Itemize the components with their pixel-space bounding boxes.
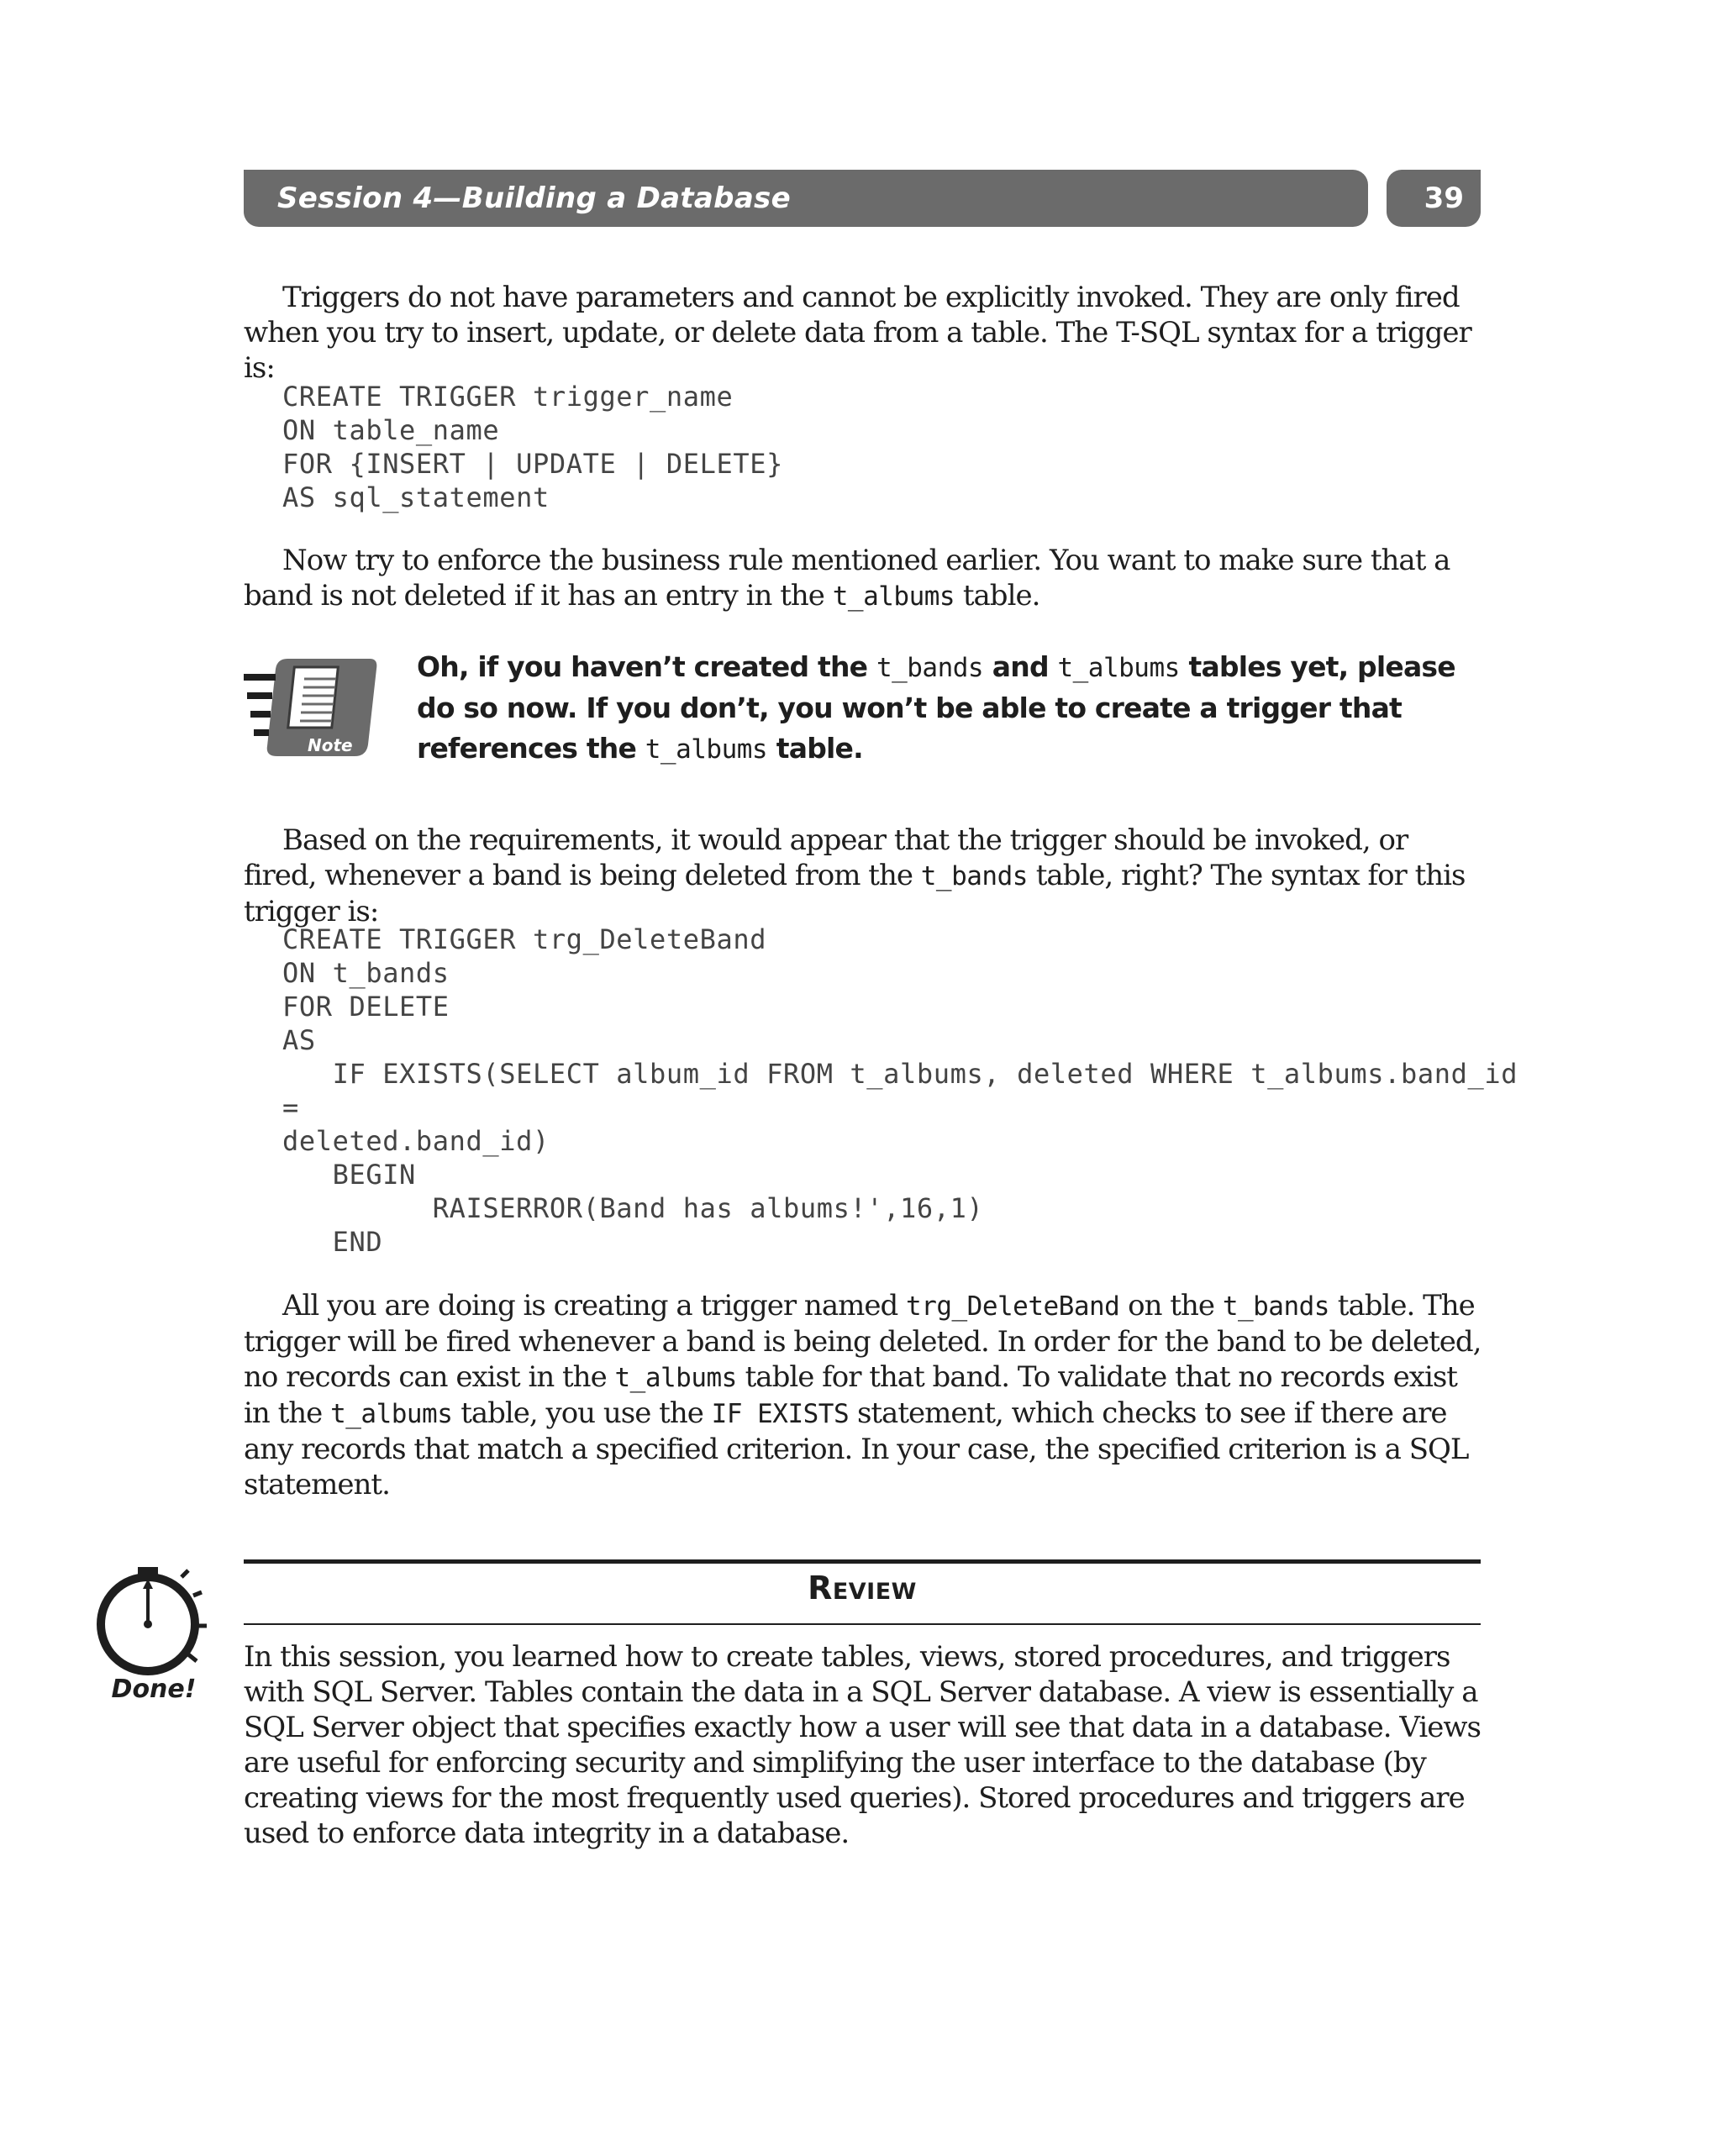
inline-code: t_albums (330, 1399, 453, 1429)
note-text-part: table. (767, 732, 863, 765)
done-label: Done! (111, 1675, 197, 1704)
inline-code: IF EXISTS (711, 1399, 850, 1429)
inline-code: t_albums (1057, 653, 1180, 683)
explanation-paragraph (244, 1288, 1483, 1502)
note-label: Note (308, 735, 353, 755)
para-text: table for that band. To validate that no records exist in the (244, 1360, 1457, 1430)
para-text: table. (955, 579, 1040, 613)
note-text-part: tables yet, please do so now. If you don’t, you won’t be able to create a trigger that references the (417, 650, 1455, 765)
intro-text: Triggers do not have parameters and cannot be explicitly invoked. They are only fired when you try to insert, update, or delete data from a table. The T-SQL syntax for a trigger is: (244, 281, 1471, 385)
review-heading: Review (808, 1570, 917, 1606)
review-bottom-rule (244, 1623, 1481, 1625)
inline-code: t_bands (1222, 1291, 1329, 1322)
para-text: table. The trigger will be fired whenever a band is being deleted. In order for the band to be deleted, no records can exist in the (244, 1289, 1482, 1394)
delete-trigger-code: CREATE TRIGGER trg_DeleteBand ON t_bands FOR DELETE AS IF EXISTS(SELECT album_id FROM t_albums, deleted WHERE t_albums.band_id = deleted.band_id) BEGIN RAISERROR(Band has albums!',16,1) END (282, 923, 1518, 1258)
inline-code: trg_DeleteBand (906, 1291, 1120, 1322)
para-text: All you are doing is creating a trigger named (282, 1289, 907, 1323)
inline-code: t_bands (920, 861, 1028, 891)
inline-code: t_albums (614, 1363, 737, 1393)
note-text-part: and (983, 650, 1058, 683)
review-top-rule (244, 1559, 1481, 1564)
para-text: statement, which checks to see if there are any records that match a specified criterion. In your case, the specified criterion is a SQL statement. (244, 1396, 1469, 1501)
para-text: Now try to enforce the business rule mentioned earlier. You want to make sure that a band is not deleted if it has an entry in the (244, 544, 1450, 613)
note-text-part: Oh, if you haven’t created the (417, 650, 876, 683)
running-header (244, 170, 1368, 227)
para-text: table, you use the (452, 1396, 712, 1430)
page-number-box (1387, 170, 1481, 227)
note-icon (244, 654, 378, 761)
para-text: on the (1119, 1289, 1223, 1323)
intro-paragraph (244, 280, 1483, 386)
stopwatch-icon (94, 1559, 212, 1676)
inline-code: t_bands (876, 653, 984, 683)
review-paragraph: In this session, you learned how to create tables, views, stored procedures, and triggers with SQL Server. Tables contain the data in a SQL Server database. A view is essentially a SQL Server object that specifies exactly how a user will see that data in a database. Views are useful for enforcing security and simplifying the user interface to the database (by creating views for the most frequently used queries). Stored procedures and triggers are used to enforce data integrity in a database. (244, 1640, 1481, 1850)
inline-code: t_albums (645, 734, 768, 765)
session-title: Session 4—Building a Database (277, 181, 791, 215)
page-number: 39 (1424, 181, 1464, 215)
business-rule-paragraph (244, 543, 1483, 614)
requirements-paragraph (244, 823, 1483, 929)
para-text: Based on the requirements, it would appear that the trigger should be invoked, or fired, whenever a band is being deleted from the (244, 823, 1408, 892)
note-text (417, 647, 1488, 770)
para-text: table, right? The syntax for this trigger is: (244, 859, 1466, 928)
inline-code: t_albums (832, 581, 955, 612)
trigger-syntax-code: CREATE TRIGGER trigger_name ON table_name FOR {INSERT | UPDATE | DELETE} AS sql_statement (282, 381, 783, 513)
